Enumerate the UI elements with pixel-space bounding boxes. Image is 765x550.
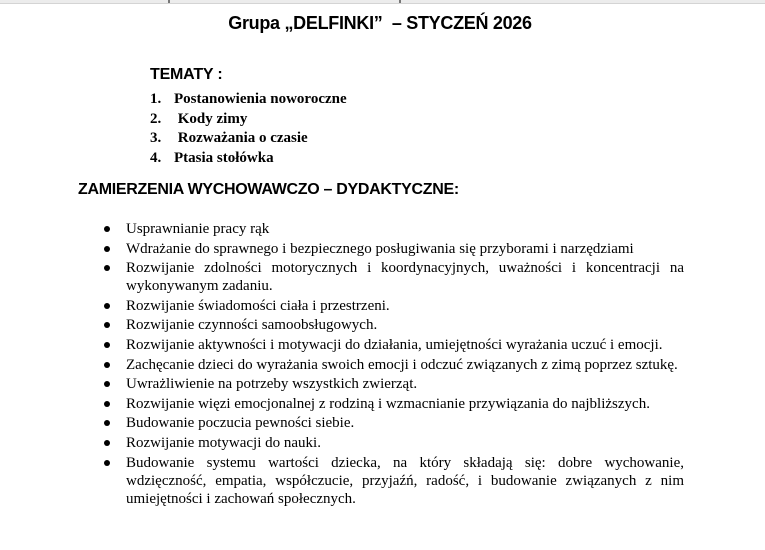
- topic-number: 1.: [150, 91, 162, 107]
- goal-item: [100, 434, 684, 452]
- goal-item: [100, 220, 684, 238]
- goal-text: Rozwijanie więzi emocjonalnej z rodziną i wzmacnianie przywiązania do najbliższych.: [126, 395, 650, 412]
- goal-text: Usprawnianie pracy rąk: [126, 221, 270, 237]
- goal-item: [100, 356, 684, 374]
- goal-item: [100, 454, 684, 508]
- goal-item: [100, 395, 684, 413]
- bullet-icon: [104, 401, 110, 407]
- ruler-left-indent-marker[interactable]: [168, 0, 170, 3]
- goal-text: Wdrażanie do sprawnego i bezpiecznego posługiwania się przyborami i narzędziami: [126, 240, 634, 257]
- topic-number: 4.: [150, 149, 162, 166]
- goal-text: Rozwijanie świadomości ciała i przestrzeni.: [126, 297, 390, 314]
- bullet-icon: [104, 246, 110, 252]
- goal-text: Rozwijanie motywacji do nauki.: [126, 434, 321, 451]
- goal-text: Uwrażliwienie na potrzeby wszystkich zwierząt.: [126, 376, 418, 393]
- topic-number: 3.: [150, 130, 162, 147]
- goal-text: Rozwijanie zdolności motorycznych i koordynacyjnych, uważności i koncentracji na wykonywanym zadaniu.: [126, 260, 684, 295]
- goal-item: [100, 297, 684, 315]
- topic-label: Rozważania o czasie: [174, 130, 308, 147]
- goals-list: [100, 220, 684, 509]
- bullet-icon: [104, 322, 110, 328]
- topic-item: [150, 90, 347, 110]
- goal-text: Zachęcanie dzieci do wyrażania swoich emocji i odczuć związanych z zimą poprzez sztukę.: [126, 356, 678, 373]
- goal-text: Rozwijanie aktywności i motywacji do działania, umiejętności wyrażania uczuć i emocji.: [126, 336, 663, 353]
- goals-heading: ZAMIERZENIA WYCHOWAWCZO – DYDAKTYCZNE:: [78, 181, 459, 198]
- goal-text: Budowanie systemu wartości dziecka, na który składają się: dobre wychowanie, wdzięczność, empatia, współczucie, przyjaźń, radość, i budowanie związanych z nim umiejętności i zachowań społecznych.: [126, 454, 684, 507]
- topic-number: 2.: [150, 110, 162, 127]
- topic-item: [150, 149, 347, 169]
- goal-item: [100, 336, 684, 354]
- bullet-icon: [104, 303, 110, 309]
- goal-item: [100, 414, 684, 432]
- topic-item: [150, 110, 347, 130]
- bullet-icon: [104, 265, 110, 271]
- ruler-right-indent-marker[interactable]: [399, 0, 401, 3]
- topic-label: Ptasia stołówka: [174, 149, 274, 166]
- goal-text: Rozwijanie czynności samoobsługowych.: [126, 317, 378, 334]
- ruler-strip: [0, 0, 765, 4]
- goal-item: [100, 259, 684, 295]
- goal-text: Budowanie poczucia pewności siebie.: [126, 415, 355, 432]
- bullet-icon: [104, 381, 110, 387]
- topic-item: [150, 129, 347, 149]
- bullet-icon: [104, 226, 110, 232]
- topics-heading: TEMATY :: [150, 66, 223, 83]
- bullet-icon: [104, 342, 110, 348]
- topics-list: [150, 90, 347, 168]
- document-title: Grupa „DELFINKI” – STYCZEŃ 2026: [228, 13, 532, 33]
- goal-item: [100, 240, 684, 258]
- bullet-icon: [104, 362, 110, 368]
- topic-label: Kody zimy: [174, 110, 248, 127]
- bullet-icon: [104, 440, 110, 446]
- topic-label: Postanowienia noworoczne: [174, 91, 347, 107]
- goal-item: [100, 316, 684, 334]
- bullet-icon: [104, 420, 110, 426]
- goal-item: [100, 375, 684, 393]
- bullet-icon: [104, 460, 110, 466]
